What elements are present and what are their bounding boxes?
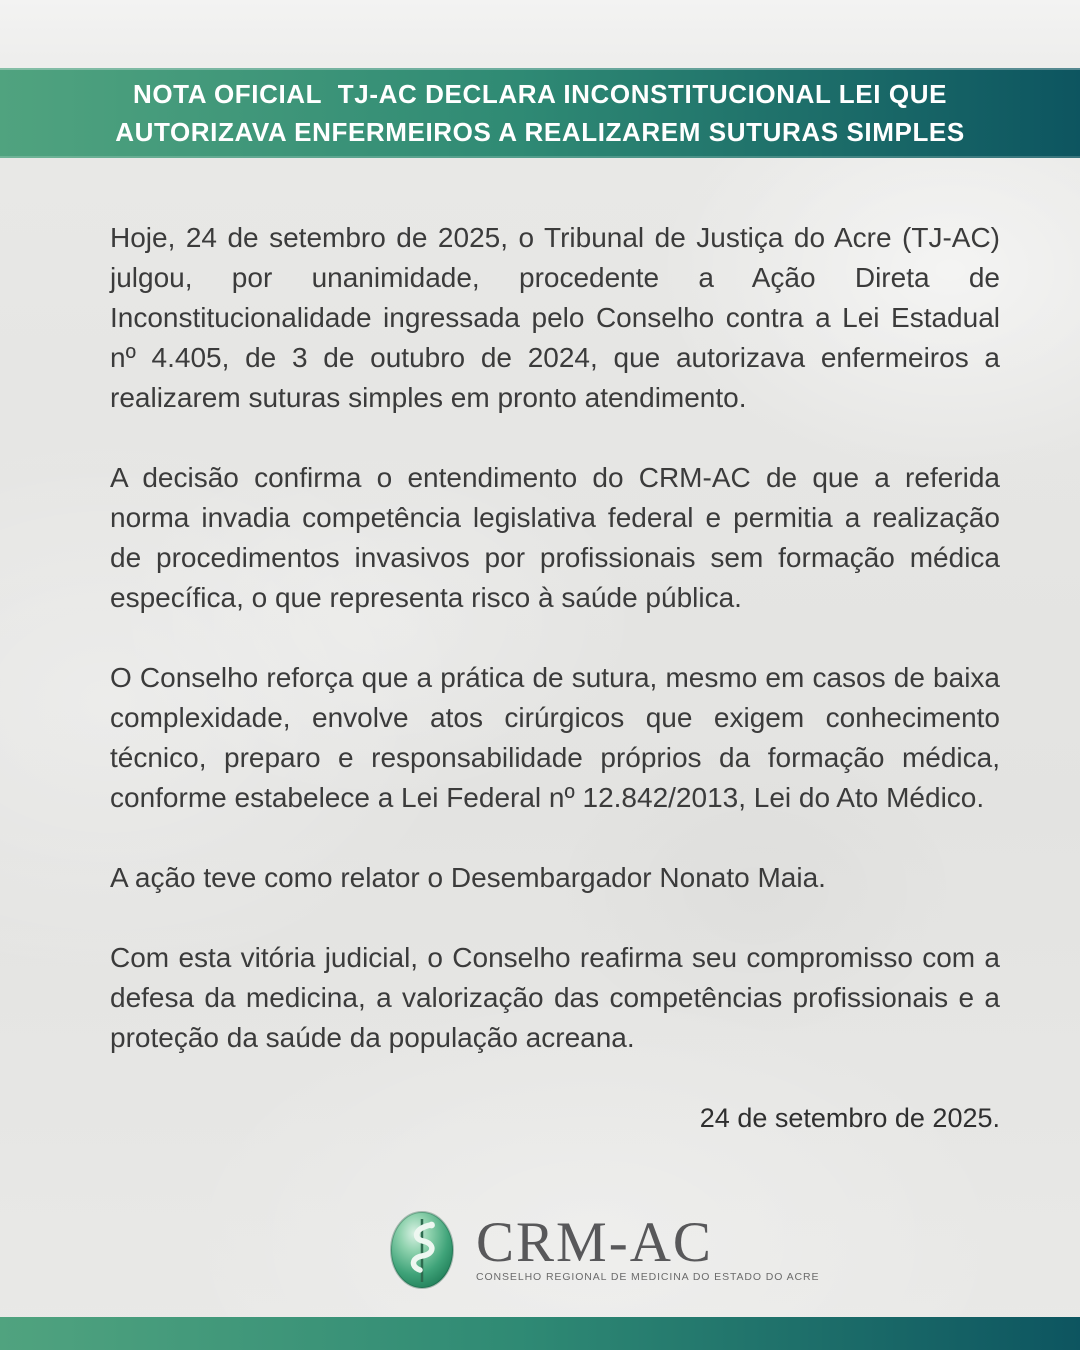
logo-wordmark: CRM-AC	[476, 1211, 713, 1274]
paragraph-1: Hoje, 24 de setembro de 2025, o Tribunal de Justiça do Acre (TJ-AC) julgou, por unanimidade, procedente a Ação Direta de Inconstitucionalidade ingressada pelo Conselho contra a Lei Estadual nº 4.405, de 3 de outubro de 2024, que autorizava enfermeiros a realizarem suturas simples em pronto atendimento.	[110, 222, 1000, 413]
header-title-line2: AUTORIZAVA ENFERMEIROS A REALIZAREM SUTURAS SIMPLES	[115, 117, 965, 147]
rod-of-asclepius-icon	[390, 1210, 454, 1290]
logo-text-block	[476, 1211, 820, 1283]
date-line: 24 de setembro de 2025.	[699, 1103, 1000, 1133]
paragraph-3: O Conselho reforça que a prática de sutura, mesmo em casos de baixa complexidade, envolve atos cirúrgicos que exigem conhecimento técnico, preparo e responsabilidade próprios da formação médica, conforme estabelece a Lei Federal nº 12.842/2013, Lei do Ato Médico.	[110, 662, 1000, 813]
note-body	[0, 158, 1080, 1138]
header-band	[0, 68, 1080, 158]
header-title-line1: NOTA OFICIAL TJ-AC DECLARA INCONSTITUCIONAL LEI QUE	[132, 79, 948, 109]
paragraph-5: Com esta vitória judicial, o Conselho reafirma seu compromisso com a defesa da medicina, a valorização das competências profissionais e a proteção da saúde da população acreana.	[110, 942, 1000, 1053]
paragraph-2: A decisão confirma o entendimento do CRM-AC de que a referida norma invadia competência legislativa federal e permitia a realização de procedimentos invasivos por profissionais sem formação médica específica, o que representa risco à saúde pública.	[110, 462, 1000, 613]
crm-ac-logo	[390, 1210, 819, 1290]
paragraph-4: A ação teve como relator o Desembargador Nonato Maia.	[110, 862, 826, 893]
logo-caption: CONSELHO REGIONAL DE MEDICINA DO ESTADO DO ACRE	[476, 1271, 820, 1283]
footer-band	[0, 1317, 1080, 1350]
